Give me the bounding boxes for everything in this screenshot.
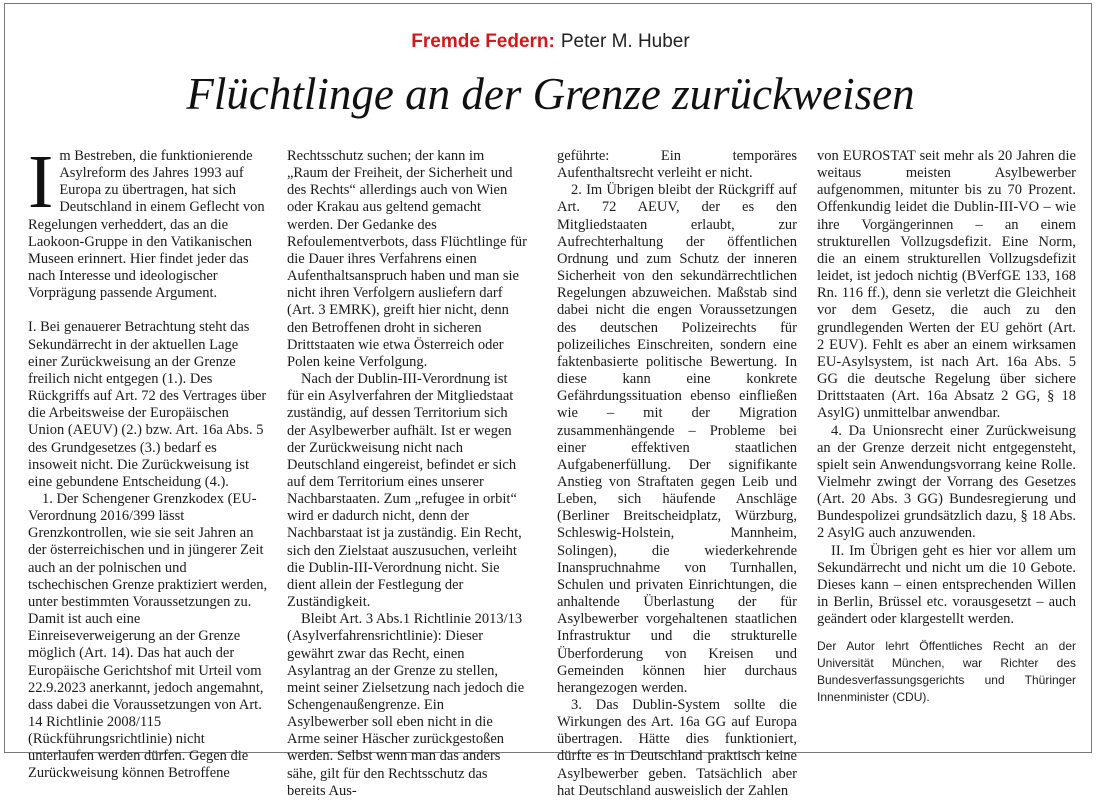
paragraph: II. Im Übrigen geht es hier vor allem um Sekundärrecht und nicht um die 10 Gebote. Dieses kann – einen entsprechenden Willen in Berlin, Brüssel etc. vorausgesetzt – auch geändert oder klargestellt werden. (817, 542, 1076, 628)
paragraph: I. Bei genauerer Betrachtung steht das Sekundärrecht in der aktuellen Lage einer Zurückweisung an der Grenze freilich nicht entgegen (1.). Des Rückgriffs auf Art. 72 des Vertrages über die Arbeitsweise der Europäischen Union (AEUV) (2.) bzw. Art. 16a Abs. 5 des Grundgesetzes (3.) bedarf es insoweit nicht. Die Zurückweisung ist eine gebundene Entscheidung (4.). (28, 319, 267, 490)
paragraph: 2. Im Übrigen bleibt der Rückgriff auf Art. 72 AEUV, der es den Mitgliedstaaten erlaubt, zur Aufrechterhaltung der öffentlichen Ordnung und zum Schutz der inneren Sicherheit von den sekundärrechtlichen Regelungen abzuweichen. Maßstab sind dabei nicht die engen Voraussetzungen des deutschen Polizeirechts für polizeiliches Einschreiten, sondern eine faktenbasierte politische Bewertung. In diese kann eine konkrete Gefährdungssituation ebenso einfließen wie – mit der Migration zusammenhängende – Probleme bei einer effektiven staatlichen Aufgabenerfüllung. Der signifikante Anstieg von Straftaten gegen Leib und Leben, sich häufende Anschläge (Berliner Breitscheidplatz, Würzburg, Schleswig-Holstein, Mannheim, Solingen), die wiederkehrende Inanspruchnahme von Turnhallen, Schulen und privaten Einrichtungen, die anhaltende Überlastung der für Asylbewerber vorgehaltenen staatlichen Infrastruktur und die strukturelle Überforderung von Kreisen und Gemeinden können hier durchaus herangezogen werden. (557, 182, 797, 696)
intro-paragraph (28, 140, 268, 302)
paragraph: 4. Da Unionsrecht einer Zurückweisung an der Grenze derzeit nicht entgegensteht, spielt sein Anwendungsvorrang keine Rolle. Vielmehr zwingt der Vorrang des Gesetzes (Art. 20 Abs. 3 GG) Bundesregierung und Bundespolizei grundsätzlich dazu, § 18 Abs. 2 AsylG auch anzuwenden. (817, 422, 1076, 542)
article-header (0, 30, 1101, 54)
author-name: Peter M. Huber (560, 31, 690, 52)
drop-cap: I (28, 140, 54, 224)
column-4 (817, 148, 1076, 706)
paragraph: Nach der Dublin-III-Verordnung ist für ein Asylverfahren der Mitgliedstaat zuständig, auf dessen Territorium sich der Asylbewerber aufhält. Ist er wegen der Zurückweisung nicht nach Deutschland eingereist, befindet er sich auf dem Territorium eines unserer Nachbarstaaten. Zum „refugee in orbit“ wird er dadurch nicht, denn der Nachbarstaat ist ja zuständig. Ein Recht, sich den Zielstaat auszusuchen, verleiht die Dublin-III-Verordnung nicht. Sie dient allein der Festlegung der Zuständigkeit. (287, 371, 522, 611)
paragraph: Bleibt Art. 3 Abs.1 Richtlinie 2013/13 (Asylverfahrensrichtlinie): Dieser gewährt zwar das Recht, einen Asylantrag an der Grenze zu stellen, meint seiner Zielsetzung nach jedoch die Schengenaußengrenze. Ein Asylbewerber soll eben nicht in die Arme seiner Häscher zurückgestoßen werden. Selbst wenn man das anders sähe, gilt für den Rechtsschutz das bereits Aus- (287, 611, 525, 799)
paragraph: 3. Das Dublin-System sollte die Wirkungen des Art. 16a GG auf Europa übertragen. Hätte dies funktioniert, dürfte es in Deutschland praktisch keine Asylbewerber geben. Tatsächlich aber hat Deutschland ausweislich der Zahlen (557, 697, 797, 799)
paragraph: Rechtsschutz suchen; der kann im „Raum der Freiheit, der Sicherheit und des Rechts“ allerdings auch von Wien oder Krakau aus geltend gemacht werden. Der Gedanke des Refoulementverbots, dass Flüchtlinge für die Dauer ihres Verfahrens einen Aufenthaltsanspruch haben und man sie nicht ihren Verfolgern ausliefern darf (Art. 3 EMRK), greift hier nicht, denn den Betroffenen droht in sicheren Drittstaaten wie etwa Österreich oder Polen keine Verfolgung. (287, 148, 528, 370)
paragraph: geführte: Ein temporäres Aufenthaltsrecht verleiht er nicht. (557, 148, 797, 182)
headline: Flüchtlinge an der Grenze zurückweisen (186, 69, 915, 119)
column-2 (287, 148, 527, 800)
column-1 (28, 140, 268, 783)
section-kicker: Fremde Federn: (411, 31, 555, 52)
column-3 (557, 148, 797, 800)
paragraph: von EUROSTAT seit mehr als 20 Jahren die weitaus meisten Asylbewerber aufgenommen, mitunter bis zu 70 Prozent. Offenkundig leidet die Dublin-III-VO – wie ihre Vorgängerinnen – an einem strukturellen Vollzugsdefizit. Eine Norm, die an einem strukturellen Vollzugsdefizit leidet, ist jedoch nichtig (BVerfGE 133, 168 Rn. 116 ff.), denn sie verletzt die Gleichheit vor dem Gesetz, die auch zu den grundlegenden Werten der EU gehört (Art. 2 EUV). Fehlt es aber an einem wirksamen EU-Asylsystem, ist nach Art. 16a Abs. 5 GG die deutsche Regelung über sichere Drittstaaten (Art. 16a Absatz 2 GG, § 18 AsylG) unmittelbar anwendbar. (817, 148, 1076, 422)
paragraph: 1. Der Schengener Grenzkodex (EU-Verordnung 2016/399 lässt Grenzkontrollen, wie sie seit Jahren an der österreichischen und in jüngerer Zeit auch an der polnischen und tschechischen Grenze praktiziert werden, unter bestimmten Voraussetzungen zu. Damit ist auch eine Einreiseverweigerung an der Grenze möglich (Art. 14). Das hat auch der Europäische Gerichtshof mit Urteil vom 22.9.2023 anerkannt, jedoch angemahnt, dass dabei die Voraussetzungen von Art. 14 Richtlinie 2008/115 (Rückführungsrichtlinie) nicht unterlaufen werden dürfen. Gegen die Zurückweisung können Betroffene (28, 490, 268, 782)
intro-text: m Bestreben, die funktionierende Asylreform des Jahres 1993 auf Europa zu übertragen, hat sich Deutschland in einem Geflecht von Regelungen verheddert, das an die Laokoon-Gruppe in den Vatikanischen Museen erinnert. Hier findet jeder das nach Interesse und ideologischer Vorprägung passende Argument. (28, 148, 265, 302)
author-bio: Der Autor lehrt Öffentliches Recht an der Universität München, war Richter des Bundesverfassungsgerichts und Thüringer Innenminister (CDU). (817, 639, 1076, 705)
